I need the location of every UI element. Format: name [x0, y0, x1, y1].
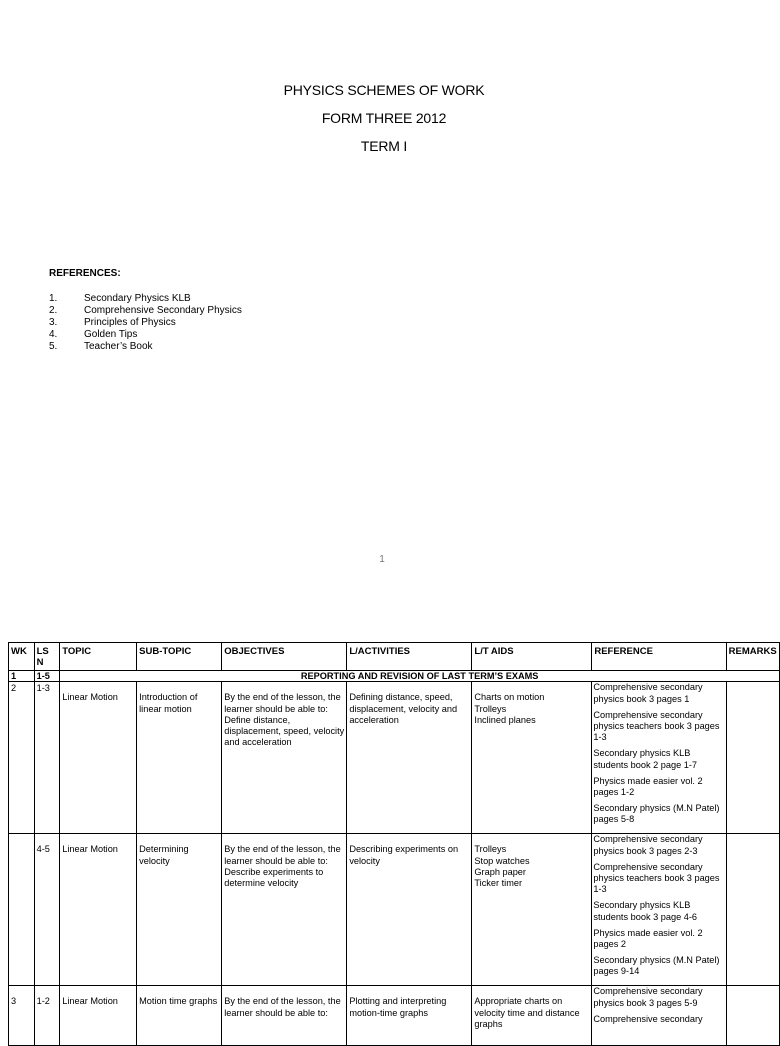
cell-aids: Appropriate charts on velocity time and distance graphs [472, 986, 592, 1046]
cell-reference [592, 986, 726, 1046]
reference-entry: Secondary physics (M.N Patel) pages 9-14 [593, 955, 720, 977]
cell-subtopic: Motion time graphs [137, 986, 222, 1046]
header-remarks: REMARKS [726, 643, 779, 671]
cell-remarks [726, 834, 779, 986]
reference-text: Principles of Physics [84, 317, 176, 328]
reference-entry: Physics made easier vol. 2 pages 2 [593, 927, 703, 950]
cell-activities: Describing experiments on velocity [347, 834, 472, 986]
cell-activities: Plotting and interpreting motion-time graphs [347, 986, 472, 1046]
header-reference: REFERENCE [592, 643, 726, 671]
cell-topic: Linear Motion [60, 834, 137, 986]
references-section [49, 268, 242, 353]
header-activities: L/ACTIVITIES [347, 643, 472, 671]
cell-reference [592, 682, 726, 834]
cell-week [9, 834, 35, 986]
reference-entry: Secondary physics KLB students book 3 page 4-6 [593, 900, 698, 922]
reference-entry: Comprehensive secondary [593, 1013, 703, 1024]
table-header-row [9, 643, 780, 671]
header-aids: L/T AIDS [472, 643, 592, 671]
cell-lesson: 1-2 [34, 986, 60, 1046]
table-row [9, 986, 780, 1046]
title-line-1: PHYSICS SCHEMES OF WORK [283, 82, 485, 98]
reference-text: Golden Tips [84, 329, 138, 340]
reference-text: Comprehensive Secondary Physics [84, 305, 242, 316]
reference-text: Secondary Physics KLB [84, 293, 191, 304]
cell-reference [592, 834, 726, 986]
reference-number: 4. [49, 329, 58, 340]
document-title [0, 76, 768, 160]
reference-item [49, 293, 242, 305]
cell-objectives: By the end of the lesson, the learner should be able to: Describe experiments to determine velocity [222, 834, 347, 986]
reference-number: 2. [49, 305, 58, 316]
reference-item [49, 317, 242, 329]
reference-entry: Secondary physics (M.N Patel) pages 5-8 [593, 803, 720, 825]
reference-entry: Comprehensive secondary physics teachers book 3 pages 1-3 [593, 709, 720, 743]
exam-row [9, 671, 780, 682]
cell-objectives: By the end of the lesson, the learner should be able to: Define distance, displacement, speed, velocity and acceleration [222, 682, 347, 834]
title-line-2: FORM THREE 2012 [321, 110, 447, 126]
table-row [9, 682, 780, 834]
header-subtopic: SUB-TOPIC [137, 643, 222, 671]
header-wk: WK [9, 643, 35, 671]
reference-item [49, 305, 242, 317]
reference-text: Teacher’s Book [84, 341, 153, 352]
exam-note: REPORTING AND REVISION OF LAST TERM’S EXAMS [60, 671, 780, 682]
cell-week: 3 [9, 986, 35, 1046]
header-objectives: OBJECTIVES [222, 643, 347, 671]
reference-entry: Physics made easier vol. 2 pages 1-2 [593, 775, 703, 798]
cell-activities: Defining distance, speed, displacement, velocity and acceleration [347, 682, 472, 834]
reference-number: 1. [49, 293, 58, 304]
exam-lesson: 1-5 [34, 671, 60, 682]
header-topic: TOPIC [60, 643, 137, 671]
reference-entry: Comprehensive secondary physics book 3 pages 5-9 [593, 986, 703, 1008]
header-lsn: LS N [34, 643, 60, 671]
scheme-of-work-table [8, 642, 780, 1046]
reference-number: 3. [49, 317, 58, 328]
cell-lesson: 4-5 [34, 834, 60, 986]
reference-number: 5. [49, 341, 58, 352]
cell-remarks [726, 986, 779, 1046]
reference-entry: Secondary physics KLB students book 2 page 1-7 [593, 748, 698, 770]
cell-topic: Linear Motion [60, 986, 137, 1046]
cell-week: 2 [9, 682, 35, 834]
reference-item [49, 329, 242, 341]
cell-aids: Trolleys Stop watches Graph paper Ticker timer [472, 834, 592, 986]
cell-objectives: By the end of the lesson, the learner should be able to: [222, 986, 347, 1046]
cell-subtopic: Introduction of linear motion [137, 682, 222, 834]
cell-aids: Charts on motion Trolleys Inclined planes [472, 682, 592, 834]
reference-item [49, 341, 242, 353]
title-line-3: TERM I [360, 138, 408, 154]
reference-entry: Comprehensive secondary physics book 3 pages 1 [593, 682, 703, 704]
table-row [9, 834, 780, 986]
cell-remarks [726, 682, 779, 834]
cell-lesson: 1-3 [34, 682, 60, 834]
cell-topic: Linear Motion [60, 682, 137, 834]
cell-subtopic: Determining velocity [137, 834, 222, 986]
exam-week: 1 [9, 671, 35, 682]
page-number: 1 [379, 554, 385, 565]
references-heading: REFERENCES: [49, 268, 121, 279]
reference-entry: Comprehensive secondary physics teachers book 3 pages 1-3 [593, 861, 720, 895]
reference-entry: Comprehensive secondary physics book 3 pages 2-3 [593, 834, 703, 856]
scheme-table [8, 642, 780, 1046]
